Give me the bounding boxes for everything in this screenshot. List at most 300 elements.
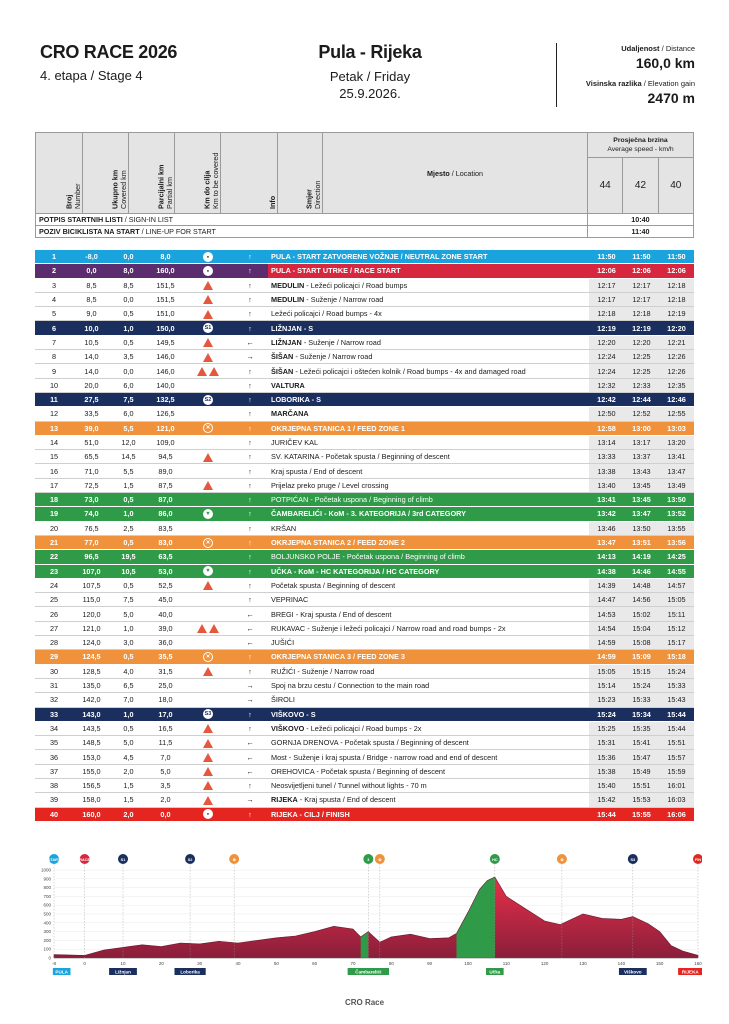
row-time-t3: 14:55 bbox=[659, 564, 694, 578]
col-info: Info bbox=[221, 133, 278, 214]
warning-icon bbox=[209, 367, 219, 376]
direction-arrow-icon: ↑ bbox=[232, 650, 268, 664]
row-time-t2: 13:47 bbox=[624, 507, 659, 521]
feed-icon: ✕ bbox=[203, 652, 213, 662]
row-location bbox=[268, 535, 589, 549]
row-info bbox=[184, 621, 232, 635]
row-location-bold: VIŠKOVO - S bbox=[271, 709, 316, 719]
row-time-t1: 15:24 bbox=[589, 707, 624, 721]
x-tick-label: 0 bbox=[83, 961, 86, 966]
row-tobe: 160,0 bbox=[147, 264, 184, 278]
row-partial: 10,5 bbox=[110, 564, 147, 578]
row-time-t2: 14:46 bbox=[624, 564, 659, 578]
y-tick-label: 1000 bbox=[40, 867, 51, 873]
row-location-bold: UČKA - KoM - HC KATEGORIJA / HC CATEGORY bbox=[271, 566, 440, 576]
table-row bbox=[35, 521, 694, 535]
row-location bbox=[268, 521, 589, 535]
row-location bbox=[268, 593, 589, 607]
row-time-t3: 15:18 bbox=[659, 650, 694, 664]
row-location-text: JURIČEV KAL bbox=[271, 438, 319, 447]
row-time-t3: 12:18 bbox=[659, 278, 694, 292]
row-covered: 65,5 bbox=[73, 450, 110, 464]
row-info bbox=[184, 564, 232, 578]
row-time-t1: 15:38 bbox=[589, 764, 624, 778]
race-title: CRO RACE 2026 bbox=[40, 42, 178, 62]
direction-arrow-icon: → bbox=[232, 678, 268, 692]
row-number: 34 bbox=[35, 721, 73, 735]
place-label: RIJEKA bbox=[681, 969, 699, 975]
x-tick-label: 30 bbox=[197, 961, 203, 966]
row-covered: 120,0 bbox=[73, 607, 110, 621]
direction-arrow-icon: ↑ bbox=[232, 807, 268, 821]
row-time-t3: 15:57 bbox=[659, 750, 694, 764]
route-title: Pula - Rijeka bbox=[318, 42, 422, 62]
y-tick-label: 500 bbox=[43, 911, 51, 917]
direction-arrow-icon: ↑ bbox=[232, 407, 268, 421]
row-number: 28 bbox=[35, 636, 73, 650]
table-row bbox=[35, 650, 694, 664]
row-time-t3: 13:56 bbox=[659, 535, 694, 549]
rail-icon bbox=[203, 481, 213, 490]
row-time-t2: 12:17 bbox=[624, 278, 659, 292]
row-location-text: Početak spusta / Beginning of descent bbox=[271, 580, 396, 590]
table-row bbox=[35, 335, 694, 349]
row-location bbox=[268, 807, 589, 821]
row-time-t1: 15:42 bbox=[589, 793, 624, 807]
row-time-t1: 14:59 bbox=[589, 650, 624, 664]
row-time-t2: 13:00 bbox=[624, 421, 659, 435]
row-number: 24 bbox=[35, 578, 73, 592]
row-location-text: Spoj na brzu cestu / Connection to the main road bbox=[271, 681, 430, 691]
row-number: 6 bbox=[35, 321, 73, 335]
row-time-t1: 13:42 bbox=[589, 507, 624, 521]
row-location bbox=[268, 307, 589, 321]
distance-label: Udaljenost bbox=[621, 44, 660, 53]
row-tobe: 151,0 bbox=[147, 307, 184, 321]
row-covered: 8,5 bbox=[73, 292, 110, 306]
row-info bbox=[184, 335, 232, 349]
row-location-text: SV. KATARINA - Početak spusta / Beginning of descent bbox=[271, 452, 450, 462]
row-covered: 71,0 bbox=[73, 464, 110, 478]
row-covered: 115,0 bbox=[73, 593, 110, 607]
row-time-t3: 14:57 bbox=[659, 578, 694, 592]
row-number: 12 bbox=[35, 407, 73, 421]
y-tick-label: 900 bbox=[43, 876, 51, 882]
descent-icon bbox=[203, 796, 213, 805]
y-tick-label: 0 bbox=[48, 955, 51, 961]
row-covered: 14,0 bbox=[73, 350, 110, 364]
row-covered: 107,0 bbox=[73, 564, 110, 578]
row-number: 17 bbox=[35, 478, 73, 492]
row-partial: 1,5 bbox=[110, 478, 147, 492]
speed-42: 42 bbox=[623, 158, 658, 213]
row-location bbox=[268, 621, 589, 635]
row-tobe: 132,5 bbox=[147, 392, 184, 406]
row-time-t2: 14:19 bbox=[624, 550, 659, 564]
row-covered: 158,0 bbox=[73, 793, 110, 807]
col-number: Broj Number bbox=[36, 133, 83, 214]
row-time-t1: 13:14 bbox=[589, 435, 624, 449]
row-covered: 155,0 bbox=[73, 764, 110, 778]
row-time-t2: 12:17 bbox=[624, 292, 659, 306]
row-tobe: 35,5 bbox=[147, 650, 184, 664]
row-location bbox=[268, 750, 589, 764]
sprint-icon: S1 bbox=[204, 325, 212, 332]
row-location bbox=[268, 264, 589, 278]
row-time-t3: 12:18 bbox=[659, 292, 694, 306]
col-direction: Smjer Direction bbox=[278, 133, 323, 214]
row-partial: 1,5 bbox=[110, 778, 147, 792]
row-time-t1: 13:41 bbox=[589, 493, 624, 507]
x-tick-label: 20 bbox=[158, 961, 164, 966]
direction-arrow-icon: ↑ bbox=[232, 664, 268, 678]
climb-segment bbox=[457, 877, 495, 958]
row-partial: 2,5 bbox=[110, 521, 147, 535]
row-covered: 73,0 bbox=[73, 493, 110, 507]
row-tobe: 140,0 bbox=[147, 378, 184, 392]
row-partial: 7,0 bbox=[110, 693, 147, 707]
col-tobe: Km do cilja Km to be covered bbox=[175, 133, 221, 214]
row-number: 26 bbox=[35, 607, 73, 621]
table-row bbox=[35, 250, 694, 264]
row-time-t3: 15:51 bbox=[659, 736, 694, 750]
row-time-t1: 12:58 bbox=[589, 421, 624, 435]
row-info bbox=[184, 421, 232, 435]
warning-icon bbox=[203, 281, 213, 290]
table-row bbox=[35, 364, 694, 378]
row-location-text: - Ležeći policajci / Road bumps bbox=[304, 280, 408, 290]
warning-icon bbox=[203, 295, 213, 304]
row-location-bold: MARČANA bbox=[271, 409, 309, 419]
direction-arrow-icon: ↑ bbox=[232, 307, 268, 321]
row-time-t1: 12:42 bbox=[589, 392, 624, 406]
direction-arrow-icon: → bbox=[232, 693, 268, 707]
row-time-t2: 12:25 bbox=[624, 350, 659, 364]
row-time-t3: 15:24 bbox=[659, 664, 694, 678]
direction-arrow-icon: ← bbox=[232, 621, 268, 635]
row-time-t3: 15:05 bbox=[659, 593, 694, 607]
row-info bbox=[184, 407, 232, 421]
row-number: 30 bbox=[35, 664, 73, 678]
row-time-t2: 15:34 bbox=[624, 707, 659, 721]
row-location-bold: OKRJEPNA STANICA 3 / FEED ZONE 3 bbox=[271, 652, 405, 662]
row-location-text: - Kraj spusta / End of descent bbox=[297, 795, 396, 805]
row-location-text: OREHOVICA - Početak spusta / Beginning of descent bbox=[271, 766, 445, 776]
row-info bbox=[184, 307, 232, 321]
row-location-text: - Ležeći policajci i oštećen kolnik / Road bumps - 4x and damaged road bbox=[293, 366, 526, 376]
row-info bbox=[184, 350, 232, 364]
signin-label: POTPIS STARTNIH LISTI / SIGN-IN LIST bbox=[36, 214, 588, 226]
row-time-t1: 12:18 bbox=[589, 307, 624, 321]
row-time-t1: 15:05 bbox=[589, 664, 624, 678]
row-time-t2: 15:53 bbox=[624, 793, 659, 807]
row-location-bold: RIJEKA bbox=[271, 795, 298, 805]
row-time-t2: 13:45 bbox=[624, 493, 659, 507]
table-row bbox=[35, 778, 694, 792]
direction-arrow-icon: ↑ bbox=[232, 421, 268, 435]
table-row bbox=[35, 793, 694, 807]
table-row bbox=[35, 807, 694, 821]
row-covered: -8,0 bbox=[73, 250, 110, 264]
table-row bbox=[35, 750, 694, 764]
row-time-t3: 16:01 bbox=[659, 778, 694, 792]
row-covered: 76,5 bbox=[73, 521, 110, 535]
row-time-t1: 12:19 bbox=[589, 321, 624, 335]
row-location-text: - Suženje / Narrow road bbox=[301, 337, 381, 347]
row-time-t2: 13:51 bbox=[624, 535, 659, 549]
row-time-t2: 14:56 bbox=[624, 593, 659, 607]
row-time-t2: 15:09 bbox=[624, 650, 659, 664]
row-time-t1: 15:23 bbox=[589, 693, 624, 707]
row-number: 11 bbox=[35, 392, 73, 406]
row-location bbox=[268, 407, 589, 421]
marker-label: ⊗ bbox=[378, 857, 382, 862]
row-covered: 10,5 bbox=[73, 335, 110, 349]
row-location bbox=[268, 707, 589, 721]
row-info bbox=[184, 693, 232, 707]
table-row bbox=[35, 636, 694, 650]
row-number: 38 bbox=[35, 778, 73, 792]
row-tobe: 45,0 bbox=[147, 593, 184, 607]
row-location bbox=[268, 250, 589, 264]
direction-arrow-icon: ↑ bbox=[232, 707, 268, 721]
row-info bbox=[184, 464, 232, 478]
row-location-text: Most - Suženje i kraj spusta / Bridge - narrow road and end of descent bbox=[271, 752, 498, 762]
row-partial: 1,5 bbox=[110, 793, 147, 807]
row-partial: 1,0 bbox=[110, 507, 147, 521]
table-row bbox=[35, 493, 694, 507]
row-time-t2: 15:55 bbox=[624, 807, 659, 821]
row-number: 2 bbox=[35, 264, 73, 278]
row-covered: 8,5 bbox=[73, 278, 110, 292]
row-time-t1: 14:39 bbox=[589, 578, 624, 592]
row-info bbox=[184, 478, 232, 492]
x-tick-label: 80 bbox=[388, 961, 394, 966]
row-location bbox=[268, 478, 589, 492]
marker-label: HC bbox=[492, 857, 498, 862]
descent-icon bbox=[203, 581, 213, 590]
table-row bbox=[35, 736, 694, 750]
row-location bbox=[268, 507, 589, 521]
row-info bbox=[184, 636, 232, 650]
row-tobe: 109,0 bbox=[147, 435, 184, 449]
row-location bbox=[268, 493, 589, 507]
table-row bbox=[35, 450, 694, 464]
stage-number: 4. etapa / Stage 4 bbox=[40, 68, 143, 83]
direction-arrow-icon: ↑ bbox=[232, 364, 268, 378]
row-info bbox=[184, 664, 232, 678]
row-tobe: 94,5 bbox=[147, 450, 184, 464]
row-info bbox=[184, 678, 232, 692]
row-time-t1: 12:24 bbox=[589, 350, 624, 364]
x-tick-label: 40 bbox=[235, 961, 241, 966]
row-location-bold: VIŠKOVO bbox=[271, 723, 305, 733]
row-partial: 0,0 bbox=[110, 292, 147, 306]
row-location-bold: LIŽNJAN - S bbox=[271, 323, 314, 333]
neutral-icon: ● bbox=[203, 252, 213, 262]
col-speed: Prosječna brzina Average speed - km/h 44 42 40 bbox=[588, 133, 694, 214]
table-row bbox=[35, 678, 694, 692]
col-partial: Parcijalni km Partial km bbox=[129, 133, 175, 214]
row-location-text: Prijelaz preko pruge / Level crossing bbox=[271, 480, 389, 490]
row-info bbox=[184, 535, 232, 549]
row-info bbox=[184, 778, 232, 792]
row-time-t2: 12:33 bbox=[624, 378, 659, 392]
row-location bbox=[268, 335, 589, 349]
row-time-t2: 15:33 bbox=[624, 693, 659, 707]
row-partial: 8,0 bbox=[110, 264, 147, 278]
speed-44: 44 bbox=[588, 158, 623, 213]
row-tobe: 87,0 bbox=[147, 493, 184, 507]
kom-icon: ▼ bbox=[203, 566, 213, 576]
place-label: Loborika bbox=[180, 969, 200, 975]
tunnel-icon bbox=[203, 781, 213, 790]
marker-label: START bbox=[47, 857, 61, 862]
warning-icon bbox=[203, 310, 213, 319]
row-number: 16 bbox=[35, 464, 73, 478]
row-covered: 14,0 bbox=[73, 364, 110, 378]
row-time-t2: 15:15 bbox=[624, 664, 659, 678]
row-time-t1: 13:47 bbox=[589, 535, 624, 549]
x-tick-label: 60 bbox=[312, 961, 318, 966]
row-tobe: 146,0 bbox=[147, 364, 184, 378]
place-label: Viškovo bbox=[624, 969, 642, 975]
row-location-bold: RIJEKA - CILJ / FINISH bbox=[271, 809, 350, 819]
direction-arrow-icon: ← bbox=[232, 607, 268, 621]
row-time-t1: 12:50 bbox=[589, 407, 624, 421]
place-label: Ližnjan bbox=[115, 969, 131, 975]
row-covered: 39,0 bbox=[73, 421, 110, 435]
row-location bbox=[268, 350, 589, 364]
row-tobe: 53,0 bbox=[147, 564, 184, 578]
row-tobe: 86,0 bbox=[147, 507, 184, 521]
row-partial: 0,5 bbox=[110, 721, 147, 735]
row-tobe: 121,0 bbox=[147, 421, 184, 435]
row-info bbox=[184, 321, 232, 335]
row-info bbox=[184, 764, 232, 778]
row-time-t1: 14:53 bbox=[589, 607, 624, 621]
row-time-t1: 15:31 bbox=[589, 736, 624, 750]
row-time-t1: 13:40 bbox=[589, 478, 624, 492]
table-row bbox=[35, 407, 694, 421]
elevation-label: Visinska razlika bbox=[585, 79, 642, 88]
direction-arrow-icon: ↑ bbox=[232, 564, 268, 578]
footer-brand: CRO Race bbox=[344, 998, 385, 1007]
direction-arrow-icon: → bbox=[232, 350, 268, 364]
direction-arrow-icon: ↑ bbox=[232, 535, 268, 549]
row-time-t3: 16:03 bbox=[659, 793, 694, 807]
x-tick-label: 110 bbox=[502, 961, 510, 966]
row-time-t2: 15:35 bbox=[624, 721, 659, 735]
row-location-text: - Ležeći policajci / Road bumps - 2x bbox=[304, 723, 422, 733]
row-tobe: 7,0 bbox=[147, 750, 184, 764]
row-time-t2: 11:50 bbox=[624, 250, 659, 264]
x-tick-label: 100 bbox=[464, 961, 472, 966]
row-covered: 121,0 bbox=[73, 621, 110, 635]
row-location-text: POTPIĆAN - Početak uspona / Beginning of climb bbox=[271, 495, 433, 505]
row-number: 37 bbox=[35, 764, 73, 778]
row-partial: 4,5 bbox=[110, 750, 147, 764]
row-location-text: ŠIROLI bbox=[271, 695, 295, 705]
row-location-bold: ŠIŠAN bbox=[271, 352, 294, 362]
row-tobe: 87,5 bbox=[147, 478, 184, 492]
direction-arrow-icon: ↑ bbox=[232, 450, 268, 464]
row-time-t1: 12:06 bbox=[589, 264, 624, 278]
row-number: 13 bbox=[35, 421, 73, 435]
x-tick-label: 70 bbox=[350, 961, 356, 966]
row-location-bold: LOBORIKA - S bbox=[271, 395, 321, 405]
row-number: 5 bbox=[35, 307, 73, 321]
row-time-t1: 14:38 bbox=[589, 564, 624, 578]
table-row bbox=[35, 578, 694, 592]
row-covered: 51,0 bbox=[73, 435, 110, 449]
row-number: 9 bbox=[35, 364, 73, 378]
table-row bbox=[35, 535, 694, 549]
row-tobe: 18,0 bbox=[147, 693, 184, 707]
row-location bbox=[268, 378, 589, 392]
x-tick-label: 160 bbox=[694, 961, 702, 966]
warning-icon bbox=[203, 667, 213, 676]
y-tick-label: 200 bbox=[43, 937, 51, 943]
warning-icon bbox=[197, 367, 207, 376]
row-time-t2: 15:47 bbox=[624, 750, 659, 764]
elevation-label-en: / Elevation gain bbox=[641, 79, 695, 88]
row-time-t2: 14:48 bbox=[624, 578, 659, 592]
row-number: 19 bbox=[35, 507, 73, 521]
row-time-t1: 12:17 bbox=[589, 278, 624, 292]
row-location bbox=[268, 464, 589, 478]
x-tick-label: 130 bbox=[579, 961, 587, 966]
table-row bbox=[35, 392, 694, 406]
row-partial: 3,5 bbox=[110, 350, 147, 364]
direction-arrow-icon: ↑ bbox=[232, 507, 268, 521]
row-covered: 135,0 bbox=[73, 678, 110, 692]
place-label: Učka bbox=[489, 969, 501, 975]
row-number: 40 bbox=[35, 807, 73, 821]
row-number: 29 bbox=[35, 650, 73, 664]
row-info bbox=[184, 264, 232, 278]
row-covered: 160,0 bbox=[73, 807, 110, 821]
row-info bbox=[184, 364, 232, 378]
row-time-t2: 15:04 bbox=[624, 621, 659, 635]
row-location-text: RUKAVAC - Suženje i ležeći policajci / Narrow road and road bumps - 2x bbox=[271, 623, 506, 633]
row-time-t3: 13:47 bbox=[659, 464, 694, 478]
row-covered: 143,5 bbox=[73, 721, 110, 735]
y-tick-label: 100 bbox=[43, 946, 51, 952]
row-location bbox=[268, 736, 589, 750]
row-location-text: - Suženje / Narrow road bbox=[304, 295, 384, 305]
row-info bbox=[184, 593, 232, 607]
row-info bbox=[184, 807, 232, 821]
row-time-t3: 12:46 bbox=[659, 392, 694, 406]
row-time-t3: 12:21 bbox=[659, 335, 694, 349]
row-info bbox=[184, 750, 232, 764]
table-row bbox=[35, 764, 694, 778]
row-partial: 0,5 bbox=[110, 535, 147, 549]
feed-icon: ✕ bbox=[203, 423, 213, 433]
row-info bbox=[184, 493, 232, 507]
row-time-t2: 13:37 bbox=[624, 450, 659, 464]
direction-arrow-icon: ↑ bbox=[232, 778, 268, 792]
table-row bbox=[35, 278, 694, 292]
row-tobe: 31,5 bbox=[147, 664, 184, 678]
row-tobe: 40,0 bbox=[147, 607, 184, 621]
row-covered: 142,0 bbox=[73, 693, 110, 707]
warning-icon bbox=[209, 624, 219, 633]
row-info bbox=[184, 578, 232, 592]
direction-arrow-icon: ← bbox=[232, 750, 268, 764]
row-info bbox=[184, 435, 232, 449]
